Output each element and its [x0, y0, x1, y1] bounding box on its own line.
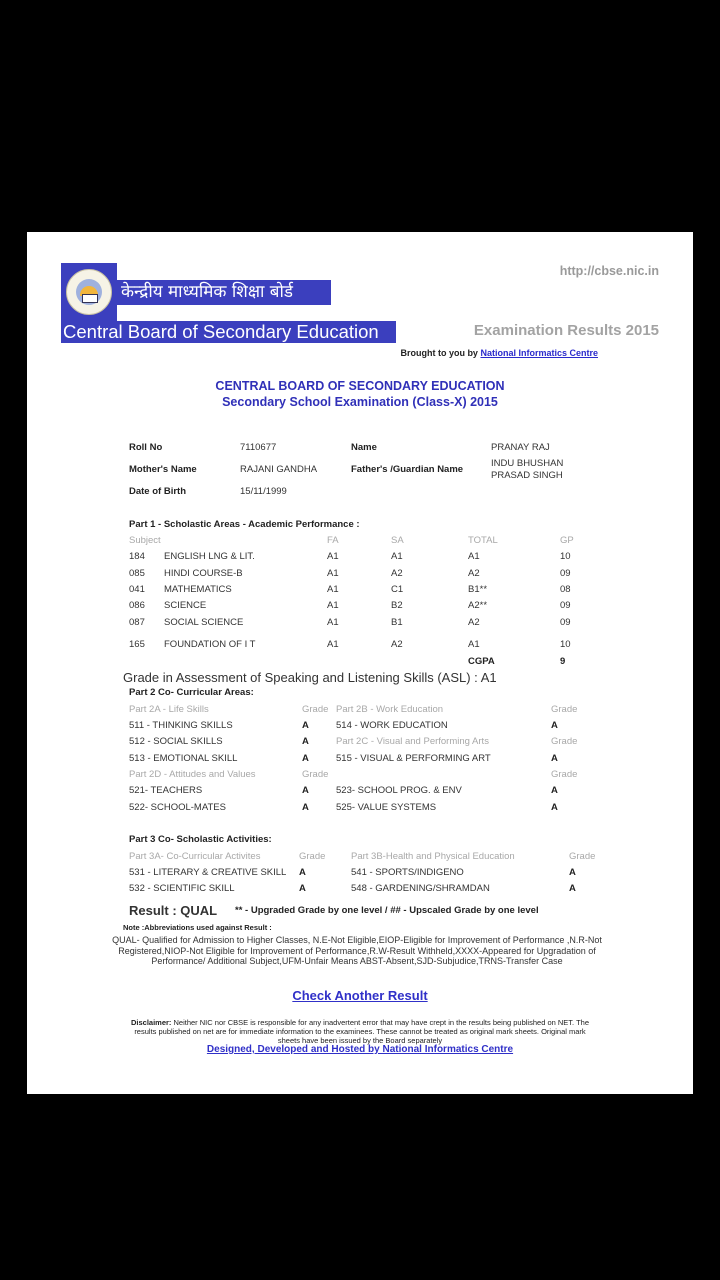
fa-grade: A1 [327, 639, 339, 650]
grade-header: Grade [551, 736, 578, 747]
grade-header: Grade [551, 704, 578, 715]
father-value-line2: PRASAD SINGH [491, 470, 563, 481]
subject-name: ENGLISH LNG & LIT. [164, 551, 255, 562]
roll-label: Roll No [129, 442, 163, 453]
sa-grade: A2 [391, 639, 403, 650]
subject-name: SCIENCE [164, 600, 207, 611]
cbse-emblem-icon [61, 263, 117, 321]
grade-header: Grade [569, 851, 596, 862]
asl-grade: Grade in Assessment of Speaking and Listening Skills (ASL) : A1 [123, 670, 497, 685]
grade-point: 09 [560, 568, 571, 579]
attitude-grade: A [551, 802, 558, 813]
fa-grade: A1 [327, 600, 339, 611]
total-grade: A2 [468, 568, 480, 579]
abbreviations-text: QUAL- Qualified for Admission to Higher Classes, N.E-Not Eligible,EIOP-Eligible for Improvement of Performance ,N.R-Not Registered,NIOP-Not Eligible for Improvement of Performance,R.W-Result Withheld,XXXX-Appeared for Upgradation of Performance/ Additional Subject,UFM-Unfair Means ABST-Absent,SJD-Subjudice,TRNS-Transfer Case [112, 935, 602, 966]
col-fa: FA [327, 535, 339, 546]
fa-grade: A1 [327, 568, 339, 579]
page-title [27, 378, 693, 410]
life-skill-item: 513 - EMOTIONAL SKILL [129, 753, 238, 764]
attitude-grade: A [302, 802, 309, 813]
part1-heading: Part 1 - Scholastic Areas - Academic Performance : [129, 519, 360, 530]
part2-heading: Part 2 Co- Curricular Areas: [129, 687, 254, 698]
life-skills-heading: Part 2A - Life Skills [129, 704, 209, 715]
fa-grade: A1 [327, 584, 339, 595]
result-page [27, 232, 693, 1094]
total-grade: A2** [468, 600, 488, 611]
work-ed-grade: A [551, 720, 558, 731]
attitude-grade: A [302, 785, 309, 796]
fa-grade: A1 [327, 617, 339, 628]
result-status: Result : QUAL [129, 903, 218, 918]
designed-by [27, 1044, 693, 1055]
grade-point: 10 [560, 639, 571, 650]
mother-label: Mother's Name [129, 464, 197, 475]
col-gp: GP [560, 535, 574, 546]
exam-title: Secondary School Examination (Class-X) 2015 [222, 395, 498, 409]
part3a-item: 531 - LITERARY & CREATIVE SKILL [129, 867, 287, 878]
cgpa-value: 9 [560, 656, 566, 667]
nic-link[interactable]: National Informatics Centre [480, 348, 598, 358]
part3a-grade: A [299, 867, 306, 878]
father-label: Father's /Guardian Name [351, 464, 464, 475]
brought-prefix: Brought to you by [400, 348, 478, 358]
abbreviation-note-heading: Note :Abbreviations used against Result : [123, 923, 272, 932]
col-total: TOTAL [468, 535, 498, 546]
subject-code: 085 [129, 568, 145, 579]
arts-grade: A [551, 753, 558, 764]
subject-code: 165 [129, 639, 145, 650]
subject-name: MATHEMATICS [164, 584, 232, 595]
grade-point: 09 [560, 617, 571, 628]
grade-header: Grade [299, 851, 326, 862]
part3a-grade: A [299, 883, 306, 894]
part3a-item: 532 - SCIENTIFIC SKILL [129, 883, 235, 894]
grade-point: 09 [560, 600, 571, 611]
work-ed-heading: Part 2B - Work Education [336, 704, 444, 715]
cgpa-label: CGPA [468, 656, 495, 667]
english-title: Central Board of Secondary Education [61, 321, 396, 343]
part3b-grade: A [569, 867, 576, 878]
designed-by-link[interactable]: Designed, Developed and Hosted by National Informatics Centre [206, 1044, 514, 1055]
subject-code: 184 [129, 551, 145, 562]
subject-name: FOUNDATION OF I T [164, 639, 256, 650]
grade-point: 08 [560, 584, 571, 595]
total-grade: A1 [468, 551, 480, 562]
brought-by [400, 348, 598, 358]
subject-name: HINDI COURSE-B [164, 568, 243, 579]
sa-grade: A1 [391, 551, 403, 562]
sa-grade: B1 [391, 617, 403, 628]
part3b-heading: Part 3B-Health and Physical Education [351, 851, 515, 862]
grade-header: Grade [302, 769, 329, 780]
part3a-heading: Part 3A- Co-Curricular Activites [129, 851, 261, 862]
life-skill-grade: A [302, 753, 309, 764]
check-another-result [27, 988, 693, 1003]
total-grade: A1 [468, 639, 480, 650]
site-url: http://cbse.nic.in [559, 264, 659, 278]
grade-legend: ** - Upgraded Grade by one level / ## - Upscaled Grade by one level [235, 905, 539, 916]
attitude-item: 522- SCHOOL-MATES [129, 802, 226, 813]
sa-grade: B2 [391, 600, 403, 611]
work-ed-item: 514 - WORK EDUCATION [336, 720, 448, 731]
dob-value: 15/11/1999 [240, 486, 287, 497]
part3b-grade: A [569, 883, 576, 894]
grade-header: Grade [302, 704, 329, 715]
life-skill-grade: A [302, 736, 309, 747]
part3-heading: Part 3 Co- Scholastic Activities: [129, 834, 272, 845]
attitude-item: 525- VALUE SYSTEMS [336, 802, 437, 813]
roll-value: 7110677 [240, 442, 277, 453]
check-another-result-link[interactable]: Check Another Result [292, 988, 428, 1003]
col-sa: SA [391, 535, 404, 546]
disclaimer-label: Disclaimer: [130, 1018, 172, 1027]
sa-grade: A2 [391, 568, 403, 579]
part3b-item: 548 - GARDENING/SHRAMDAN [351, 883, 490, 894]
sa-grade: C1 [391, 584, 404, 595]
hindi-title: केन्द्रीय माध्यमिक शिक्षा बोर्ड [117, 280, 331, 305]
attitude-grade: A [551, 785, 558, 796]
disclaimer [127, 1018, 593, 1045]
grade-header: Grade [551, 769, 578, 780]
name-value: PRANAY RAJ [491, 442, 550, 453]
arts-heading: Part 2C - Visual and Performing Arts [336, 736, 489, 747]
arts-item: 515 - VISUAL & PERFORMING ART [336, 753, 491, 764]
mother-value: RAJANI GANDHA [240, 464, 318, 475]
life-skill-grade: A [302, 720, 309, 731]
fa-grade: A1 [327, 551, 339, 562]
subject-code: 041 [129, 584, 145, 595]
grade-point: 10 [560, 551, 571, 562]
dob-label: Date of Birth [129, 486, 186, 497]
disclaimer-text: Neither NIC nor CBSE is responsible for any inadvertent error that may have crept in the results being published on NET. The results published on net are for immediate information to the examinees. These cannot be treated as original mark sheets. Original mark sheets have been issued by the Board separately [134, 1018, 589, 1045]
col-subject: Subject [129, 535, 161, 546]
life-skill-item: 511 - THINKING SKILLS [129, 720, 233, 731]
board-title: CENTRAL BOARD OF SECONDARY EDUCATION [215, 379, 505, 393]
subject-code: 087 [129, 617, 145, 628]
subject-code: 086 [129, 600, 145, 611]
subject-name: SOCIAL SCIENCE [164, 617, 244, 628]
attitude-item: 523- SCHOOL PROG. & ENV [336, 785, 462, 796]
total-grade: B1** [468, 584, 488, 595]
part3b-item: 541 - SPORTS/INDIGENO [351, 867, 464, 878]
father-value-line1: INDU BHUSHAN [491, 458, 564, 469]
attitudes-heading: Part 2D - Attitudes and Values [129, 769, 256, 780]
life-skill-item: 512 - SOCIAL SKILLS [129, 736, 223, 747]
total-grade: A2 [468, 617, 480, 628]
name-label: Name [351, 442, 377, 453]
exam-results-heading: Examination Results 2015 [473, 322, 659, 339]
attitude-item: 521- TEACHERS [129, 785, 203, 796]
